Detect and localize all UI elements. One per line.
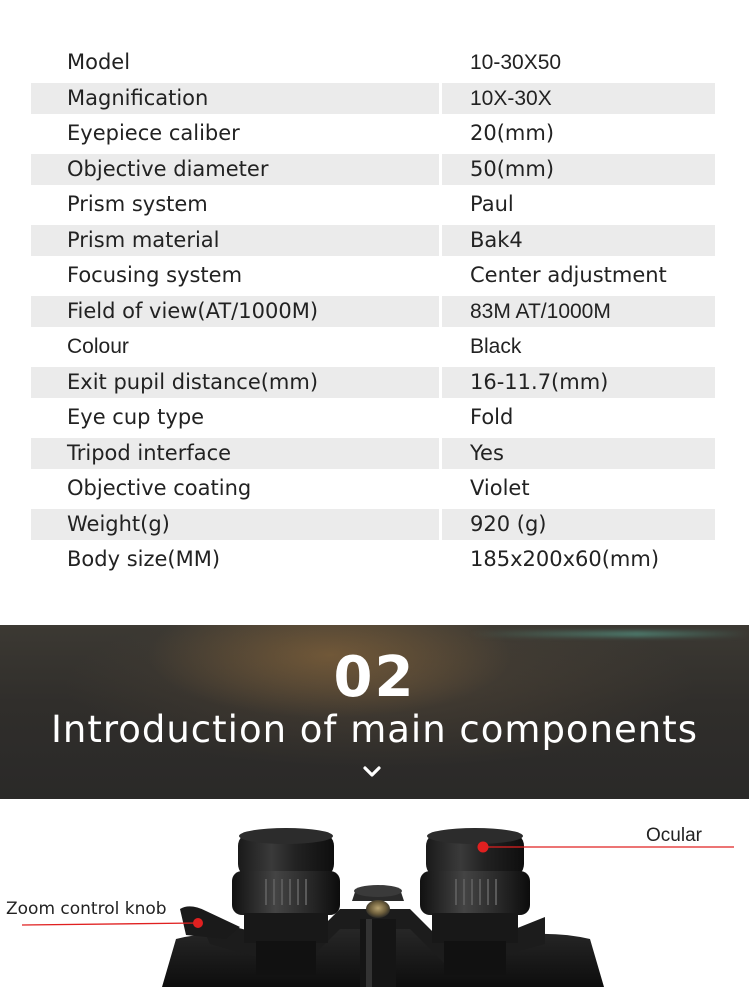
banner-glow (470, 631, 749, 637)
spec-value: Violet (470, 476, 530, 500)
product-image-area (0, 799, 749, 987)
spec-label: Field of view(AT/1000M) (67, 298, 319, 323)
spec-value: Fold (470, 405, 514, 429)
section-banner (0, 625, 749, 799)
spec-row (31, 223, 715, 259)
spec-label: Model (67, 50, 131, 74)
spec-row (31, 152, 715, 188)
spec-row (31, 471, 715, 507)
spec-value: 10-30X50 (470, 51, 562, 74)
spec-value: 16-11.7(mm) (470, 369, 609, 394)
spec-row (31, 365, 715, 401)
spec-label: Prism material (67, 227, 220, 252)
spec-row (31, 542, 715, 578)
spec-row (31, 258, 715, 294)
spec-label: Weight(g) (67, 511, 170, 536)
spec-value: 83M AT/1000M (470, 299, 611, 323)
spec-row (31, 400, 715, 436)
chevron-down-icon (362, 764, 382, 780)
spec-value: 10X-30X (470, 86, 552, 110)
callout-zoom-knob: Zoom control knob (6, 899, 167, 919)
spec-value: Bak4 (470, 227, 523, 252)
spec-value: 185x200x60(mm) (470, 547, 660, 571)
spec-value: Black (470, 335, 522, 358)
spec-row (31, 294, 715, 330)
spec-label: Exit pupil distance(mm) (67, 369, 319, 394)
spec-label: Eye cup type (67, 405, 205, 429)
spec-label: Eyepiece caliber (67, 121, 240, 145)
spec-label: Objective coating (67, 476, 252, 500)
spec-label: Body size(MM) (67, 547, 221, 571)
spec-row (31, 187, 715, 223)
spec-row (31, 81, 715, 117)
spec-label: Prism system (67, 192, 208, 216)
spec-label: Focusing system (67, 263, 243, 287)
binoculars-image (0, 799, 749, 987)
spec-value: Yes (470, 440, 504, 465)
spec-table (31, 45, 715, 578)
spec-row (31, 45, 715, 81)
spec-row (31, 507, 715, 543)
section-number: 02 (333, 645, 416, 710)
callout-ocular: Ocular (646, 825, 702, 846)
spec-row (31, 116, 715, 152)
spec-value: Center adjustment (470, 263, 667, 287)
spec-label: Objective diameter (67, 156, 269, 181)
spec-value: 920 (g) (470, 511, 547, 536)
spec-row (31, 329, 715, 365)
spec-label: Magnification (67, 85, 209, 110)
spec-label: Tripod interface (67, 440, 232, 465)
spec-value: 50(mm) (470, 156, 555, 181)
spec-value: Paul (470, 192, 514, 216)
spec-value: 20(mm) (470, 121, 555, 145)
section-title: Introduction of main components (50, 708, 699, 751)
spec-label: Colour (67, 335, 129, 358)
spec-row (31, 436, 715, 472)
